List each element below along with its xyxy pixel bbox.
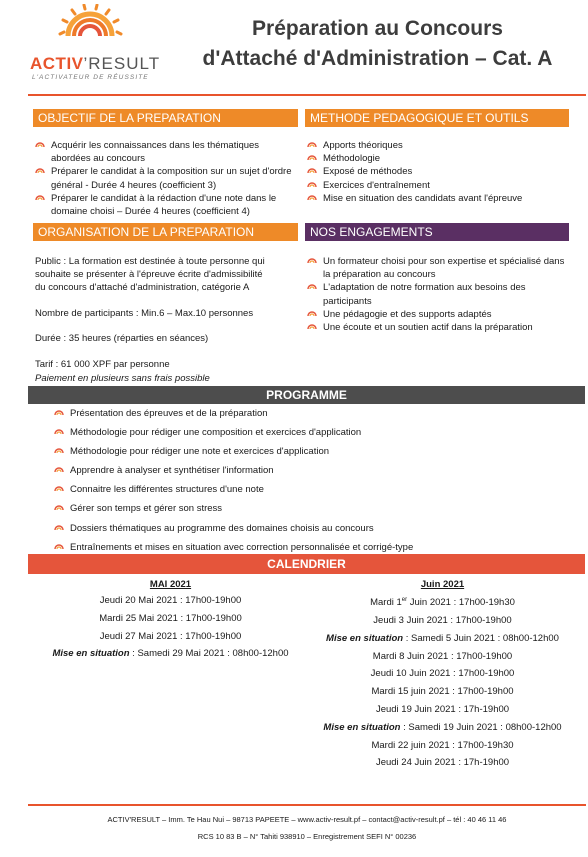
calendar-entry: Mardi 25 Mai 2021 : 17h00-19h00 <box>99 612 242 624</box>
logo-wordmark: ACTIV’RESULT <box>30 54 161 73</box>
footer-divider <box>28 804 586 806</box>
list-item: Préparer le candidat à la composition sur un sujet d'ordre général - Durée 4 heures (coefficient 3) <box>33 165 295 191</box>
header-divider <box>28 94 586 96</box>
programme-heading: PROGRAMME <box>28 386 585 404</box>
swirl-bullet-icon <box>307 140 317 148</box>
swirl-bullet-icon <box>307 256 317 264</box>
organisation-participants: Nombre de participants : Min.6 – Max.10 personnes <box>35 308 254 319</box>
calendar-entry: Mardi 1er Juin 2021 : 17h00-19h30 <box>370 597 515 609</box>
swirl-bullet-icon <box>307 309 317 317</box>
swirl-bullet-icon <box>307 193 317 201</box>
swirl-bullet-icon <box>307 153 317 161</box>
calendar-mai <box>28 577 313 663</box>
list-item: Acquérir les connaissances dans les thématiques abordées au concours <box>33 139 295 165</box>
methode-list <box>305 139 569 205</box>
engagements-heading: NOS ENGAGEMENTS <box>305 223 569 241</box>
list-item: Méthodologie pour rédiger une note et exercices d'application <box>52 445 572 458</box>
swirl-bullet-icon <box>54 503 64 511</box>
calendrier-heading: CALENDRIER <box>28 554 585 574</box>
list-item: Dossiers thématiques au programme des domaines choisis au concours <box>52 522 572 535</box>
swirl-bullet-icon <box>307 180 317 188</box>
methode-heading: METHODE PEDAGOGIQUE ET OUTILS <box>305 109 569 127</box>
list-item: Entraînements et mises en situation avec correction personnalisée et corrigé-type <box>52 541 572 554</box>
calendar-entry: Jeudi 24 Juin 2021 : 17h-19h00 <box>375 757 510 769</box>
calendar-entry: Mardi 8 Juin 2021 : 17h00-19h00 <box>372 650 513 662</box>
calendar-entry: Mise en situation : Samedi 19 Juin 2021 : 08h00-12h00 <box>323 721 562 733</box>
calendar-entry: Jeudi 27 Mai 2021 : 17h00-19h00 <box>99 630 242 642</box>
swirl-bullet-icon <box>307 166 317 174</box>
title-line-1: Préparation au Concours <box>252 17 503 40</box>
organisation-duree: Durée : 35 heures (réparties en séances) <box>35 333 209 344</box>
swirl-bullet-icon <box>307 282 317 290</box>
list-item: Une écoute et un soutien actif dans la préparation <box>305 321 569 334</box>
list-item: Méthodologie <box>305 152 569 165</box>
list-item: Exposé de méthodes <box>305 165 569 178</box>
engagements-list <box>305 255 569 334</box>
list-item: Présentation des épreuves et de la préparation <box>52 407 572 420</box>
logo-tagline: L'ACTIVATEUR DE RÉUSSITE <box>32 74 149 81</box>
calendar-juin <box>300 577 585 772</box>
list-item: Apports théoriques <box>305 139 569 152</box>
organisation-tarif: Tarif : 61 000 XPF par personne <box>35 359 170 370</box>
swirl-bullet-icon <box>307 322 317 330</box>
calendar-month-juin: Juin 2021 <box>420 579 465 590</box>
swirl-bullet-icon <box>54 427 64 435</box>
calendar-entry: Mise en situation : Samedi 5 Juin 2021 : 08h00-12h00 <box>326 632 559 644</box>
list-item: Un formateur choisi pour son expertise et spécialisé dans la préparation au concours <box>305 255 569 281</box>
organisation-public: Public : La formation est destinée à toute personne qui souhaite se présenter à l'épreuve écrite d'admissibilité du concours d'attaché d'administration, catégorie A <box>35 256 265 294</box>
list-item: Mise en situation des candidats avant l'épreuve <box>305 192 569 205</box>
organisation-heading: ORGANISATION DE LA PREPARATION <box>33 223 298 241</box>
calendar-entry: Mardi 22 juin 2021 : 17h00-19h30 <box>371 739 514 751</box>
swirl-bullet-icon <box>35 140 45 148</box>
calendar-entry: Jeudi 3 Juin 2021 : 17h00-19h00 <box>373 614 512 626</box>
calendar-entry: Mise en situation : Samedi 29 Mai 2021 : 08h00-12h00 <box>52 648 289 660</box>
list-item: Apprendre à analyser et synthétiser l'information <box>52 464 572 477</box>
swirl-bullet-icon <box>35 193 45 201</box>
calendar-entry: Jeudi 20 Mai 2021 : 17h00-19h00 <box>99 595 242 606</box>
calendar-entry: Jeudi 10 Juin 2021 : 17h00-19h00 <box>370 668 515 680</box>
calendar-entry: Jeudi 19 Juin 2021 : 17h-19h00 <box>375 703 510 715</box>
programme-list <box>52 407 572 560</box>
list-item: Une pédagogie et des supports adaptés <box>305 308 569 321</box>
swirl-bullet-icon <box>35 166 45 174</box>
list-item: Connaitre les différentes structures d'une note <box>52 483 572 496</box>
calendar-month-mai: MAI 2021 <box>149 579 192 590</box>
page-title <box>180 14 575 74</box>
list-item: L'adaptation de notre formation aux besoins des participants <box>305 281 569 307</box>
title-line-2: d'Attaché d'Administration – Cat. A <box>202 47 553 70</box>
list-item: Exercices d'entraînement <box>305 179 569 192</box>
swirl-bullet-icon <box>54 542 64 550</box>
calendar-entry: Mardi 15 juin 2021 : 17h00-19h00 <box>371 686 514 698</box>
organisation-paiement: Paiement en plusieurs sans frais possible <box>35 373 210 384</box>
footer-registration: RCS 10 83 B – N° Tahiti 938910 – Enregistrement SEFI N° 00236 <box>197 832 417 841</box>
list-item: Préparer le candidat à la rédaction d'une note dans le domaine choisi – Durée 4 heures (coefficient 4) <box>33 192 295 218</box>
objectif-heading: OBJECTIF DE LA PREPARATION <box>33 109 298 127</box>
list-item: Méthodologie pour rédiger une composition et exercices d'application <box>52 426 572 439</box>
objectif-list <box>33 139 295 218</box>
swirl-bullet-icon <box>54 465 64 473</box>
swirl-bullet-icon <box>54 446 64 454</box>
list-item: Gérer son temps et gérer son stress <box>52 502 572 515</box>
footer-contact: ACTIV'RESULT – Imm. Te Hau Nui – 98713 PAPEETE – www.activ-result.pf – contact@activ-result.pf – tél : 40 46 11 46 <box>107 815 507 824</box>
swirl-bullet-icon <box>54 484 64 492</box>
swirl-bullet-icon <box>54 408 64 416</box>
swirl-bullet-icon <box>54 523 64 531</box>
